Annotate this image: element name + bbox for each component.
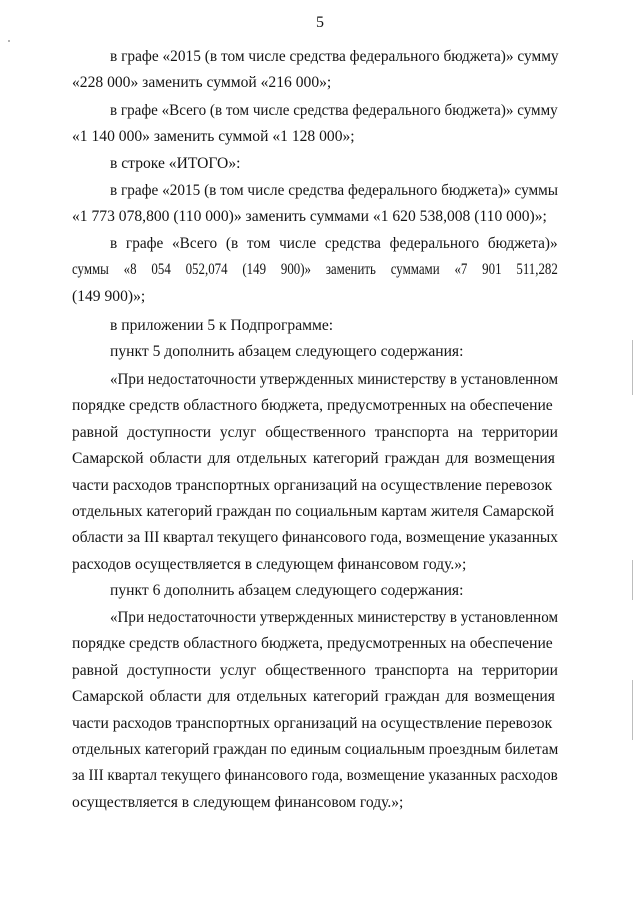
text-line: в графе «Всего (в том числе средства федерального бюджета)»: [110, 235, 558, 252]
scan-edge-mark: [632, 680, 633, 740]
paragraph-itogo-2015: [72, 178, 558, 231]
paragraph-2015-column: [72, 44, 558, 97]
text-line: расходов осуществляется в следующем финансовом году.»;: [72, 555, 467, 573]
text-line: пункт 5 дополнить абзацем следующего содержания:: [110, 343, 464, 361]
scan-dot: [8, 40, 10, 42]
text-line: «1 773 078,800 (110 000)» заменить суммами «1 620 538,008 (110 000)»;: [72, 208, 547, 226]
text-line: области за III квартал текущего финансового года, возмещение указанных: [72, 529, 558, 547]
text-line: равной доступности услуг общественного транспорта на территории: [72, 423, 558, 441]
text-line: части расходов транспортных организаций на осуществление перевозок: [72, 476, 553, 494]
scan-edge-mark: [632, 560, 633, 600]
text-line: «1 140 000» заменить суммой «1 128 000»;: [72, 128, 355, 146]
text-line: отдельных категорий граждан по единым социальным проездным билетам: [72, 740, 559, 758]
quote-item-6: [72, 605, 558, 816]
text-line: в графе «Всего (в том числе средства федерального бюджета)» сумму: [110, 102, 558, 119]
text-line: пункт 6 дополнить абзацем следующего содержания:: [110, 582, 464, 599]
text-line: в приложении 5 к Подпрограмме:: [110, 317, 334, 334]
text-line: осуществляется в следующем финансовом году.»;: [72, 793, 404, 811]
scan-edge-mark: [632, 340, 633, 395]
text-line: за III квартал текущего финансового года, возмещение указанных расходов: [72, 767, 558, 785]
text-line: в графе «2015 (в том числе средства федерального бюджета)» сумму: [110, 48, 559, 65]
text-line: в графе «2015 (в том числе средства федерального бюджета)» суммы: [110, 182, 559, 199]
paragraph-itogo-total: [72, 231, 558, 310]
text-line: в строке «ИТОГО»:: [110, 155, 241, 172]
text-line: суммы «8 054 052,074 (149 900)» заменить суммами «7 901 511,282: [72, 261, 558, 279]
text-line: равной доступности услуг общественного транспорта на территории: [72, 661, 558, 679]
paragraph-appendix-5: [72, 313, 558, 366]
text-line: отдельных категорий граждан по социальным картам жителя Самарской: [72, 502, 555, 520]
text-line: (149 900)»;: [72, 287, 146, 305]
text-line: порядке средств областного бюджета, предусмотренных на обеспечение: [72, 397, 553, 415]
text-line: Самарской области для отдельных категорий граждан для возмещения: [72, 450, 555, 468]
paragraph-itogo-row: [72, 151, 558, 177]
text-line: части расходов транспортных организаций на осуществление перевозок: [72, 714, 553, 732]
page-number: 5: [316, 14, 324, 31]
text-line: «При недостаточности утвержденных министерству в установленном: [110, 609, 558, 626]
quote-item-5: [72, 367, 558, 578]
paragraph-total-column: [72, 98, 558, 151]
text-line: «228 000» заменить суммой «216 000»;: [72, 74, 332, 92]
paragraph-item-6: [72, 578, 558, 604]
text-line: «При недостаточности утвержденных министерству в установленном: [110, 371, 558, 388]
text-line: Самарской области для отдельных категорий граждан для возмещения: [72, 688, 555, 706]
text-line: порядке средств областного бюджета, предусмотренных на обеспечение: [72, 635, 553, 653]
